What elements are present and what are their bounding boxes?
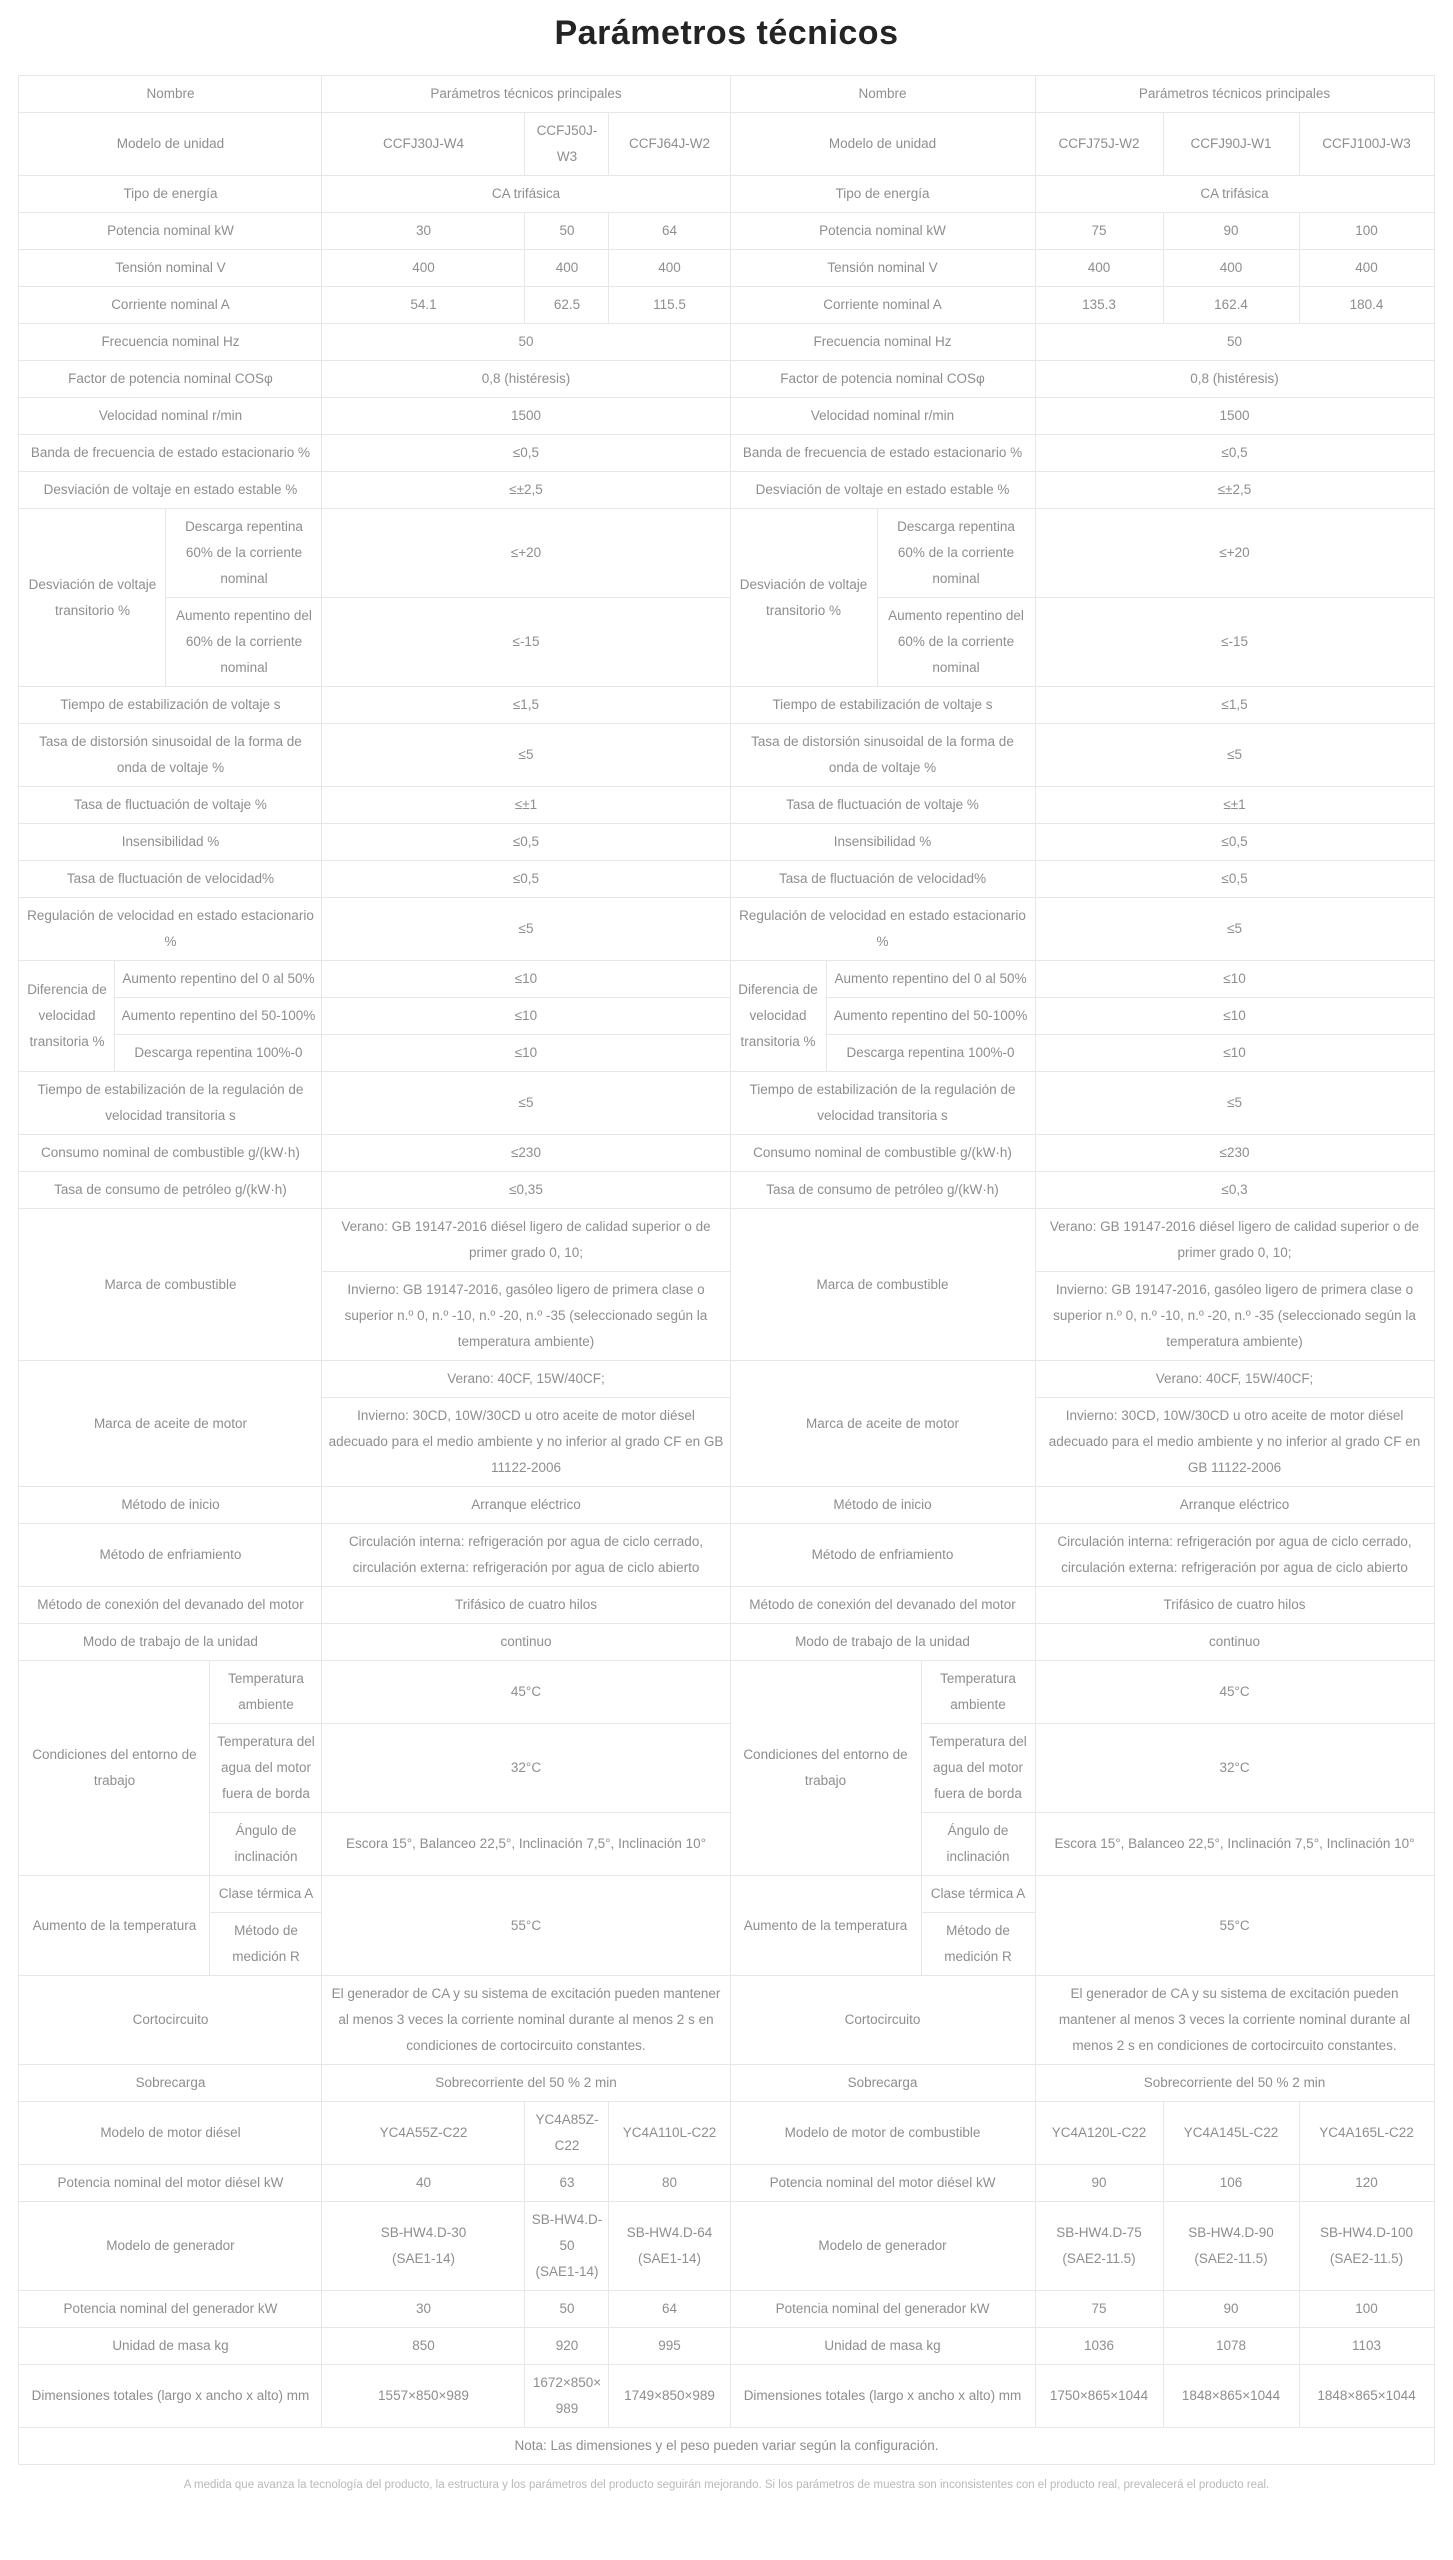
param-sublabel: Temperatura ambiente: [921, 1661, 1035, 1724]
param-value: 1103: [1299, 2328, 1434, 2365]
param-value: 400: [322, 250, 525, 287]
param-label: Regulación de velocidad en estado estacionario %: [730, 898, 1035, 961]
param-label: Dimensiones totales (largo x ancho x alto) mm: [19, 2365, 322, 2428]
param-value: 106: [1163, 2165, 1299, 2202]
param-value: 50: [525, 2291, 609, 2328]
param-value: 75: [1035, 2291, 1163, 2328]
param-label: Tiempo de estabilización de la regulación de velocidad transitoria s: [730, 1072, 1035, 1135]
param-value: ≤1,5: [1035, 687, 1434, 724]
param-label: Tensión nominal V: [730, 250, 1035, 287]
param-label: Unidad de masa kg: [730, 2328, 1035, 2365]
param-sublabel: Método de medición R: [921, 1913, 1035, 1976]
param-value: 64: [609, 2291, 730, 2328]
param-value: El generador de CA y su sistema de excitación pueden mantener al menos 3 veces la corriente nominal durante al menos 2 s en condiciones de cortocircuito constantes.: [1035, 1976, 1434, 2065]
param-label: Frecuencia nominal Hz: [19, 324, 322, 361]
param-group-label: Marca de aceite de motor: [730, 1361, 1035, 1487]
param-sublabel: Aumento repentino del 50-100%: [826, 998, 1035, 1035]
param-label: Regulación de velocidad en estado estacionario %: [19, 898, 322, 961]
param-label: Unidad de masa kg: [19, 2328, 322, 2365]
param-value: ≤10: [1035, 1035, 1434, 1072]
param-value: 1848×865×1044: [1163, 2365, 1299, 2428]
param-value: 50: [1035, 324, 1434, 361]
model-name: CCFJ100J-W3: [1299, 113, 1434, 176]
param-value: 400: [1299, 250, 1434, 287]
param-value: 115.5: [609, 287, 730, 324]
param-value: 920: [525, 2328, 609, 2365]
param-value: ≤+20: [1035, 509, 1434, 598]
param-label: Tasa de consumo de petróleo g/(kW·h): [730, 1172, 1035, 1209]
param-value: 180.4: [1299, 287, 1434, 324]
param-value: CA trifásica: [1035, 176, 1434, 213]
param-value: 995: [609, 2328, 730, 2365]
param-group-label: Condiciones del entorno de trabajo: [730, 1661, 921, 1876]
param-label: Velocidad nominal r/min: [730, 398, 1035, 435]
param-value: Verano: 40CF, 15W/40CF;: [1035, 1361, 1434, 1398]
param-value: Sobrecorriente del 50 % 2 min: [322, 2065, 730, 2102]
param-value: CA trifásica: [322, 176, 730, 213]
param-label: Tiempo de estabilización de la regulación de velocidad transitoria s: [19, 1072, 322, 1135]
param-value: 75: [1035, 213, 1163, 250]
model-name: CCFJ90J-W1: [1163, 113, 1299, 176]
param-value: ≤-15: [1035, 598, 1434, 687]
param-value: SB-HW4.D-64 (SAE1-14): [609, 2202, 730, 2291]
param-value: 54.1: [322, 287, 525, 324]
column-header-name: Nombre: [730, 76, 1035, 113]
param-value: 400: [1035, 250, 1163, 287]
param-value: Arranque eléctrico: [322, 1487, 730, 1524]
param-value: ≤±2,5: [1035, 472, 1434, 509]
param-label: Tipo de energía: [19, 176, 322, 213]
param-value: ≤1,5: [322, 687, 730, 724]
param-label: Factor de potencia nominal COSφ: [19, 361, 322, 398]
param-label: Tiempo de estabilización de voltaje s: [730, 687, 1035, 724]
param-sublabel: Clase térmica A: [210, 1876, 322, 1913]
param-group-label: Aumento de la temperatura: [19, 1876, 210, 1976]
param-value: 1749×850×989: [609, 2365, 730, 2428]
param-group-label: Condiciones del entorno de trabajo: [19, 1661, 210, 1876]
param-value: 1848×865×1044: [1299, 2365, 1434, 2428]
param-value: YC4A55Z-C22: [322, 2102, 525, 2165]
param-sublabel: Aumento repentino del 60% de la corriente nominal: [166, 598, 322, 687]
param-label: Consumo nominal de combustible g/(kW·h): [19, 1135, 322, 1172]
param-label: Modelo de generador: [19, 2202, 322, 2291]
param-value: ≤230: [322, 1135, 730, 1172]
param-label: Desviación de voltaje en estado estable %: [19, 472, 322, 509]
param-label: Banda de frecuencia de estado estacionario %: [19, 435, 322, 472]
param-value: 120: [1299, 2165, 1434, 2202]
param-label: Método de inicio: [730, 1487, 1035, 1524]
param-value: 45°C: [1035, 1661, 1434, 1724]
param-value: ≤5: [1035, 724, 1434, 787]
param-value: 90: [1035, 2165, 1163, 2202]
param-label: Corriente nominal A: [19, 287, 322, 324]
param-value: Escora 15°, Balanceo 22,5°, Inclinación 7,5°, Inclinación 10°: [1035, 1813, 1434, 1876]
param-label: Tasa de fluctuación de voltaje %: [19, 787, 322, 824]
param-label: Cortocircuito: [730, 1976, 1035, 2065]
param-sublabel: Aumento repentino del 0 al 50%: [826, 961, 1035, 998]
param-label: Factor de potencia nominal COSφ: [730, 361, 1035, 398]
param-value: ≤0,5: [322, 861, 730, 898]
param-value: 55°C: [322, 1876, 730, 1976]
param-sublabel: Descarga repentina 60% de la corriente nominal: [166, 509, 322, 598]
param-value: ≤0,5: [1035, 861, 1434, 898]
param-value: 135.3: [1035, 287, 1163, 324]
param-value: ≤10: [1035, 998, 1434, 1035]
param-group-label: Marca de combustible: [19, 1209, 322, 1361]
param-value: SB-HW4.D-75 (SAE2-11.5): [1035, 2202, 1163, 2291]
param-label: Modelo de motor diésel: [19, 2102, 322, 2165]
param-sublabel: Ángulo de inclinación: [921, 1813, 1035, 1876]
param-sublabel: Descarga repentina 100%-0: [115, 1035, 322, 1072]
param-value: 100: [1299, 2291, 1434, 2328]
param-value: ≤0,35: [322, 1172, 730, 1209]
param-value: Verano: GB 19147-2016 diésel ligero de calidad superior o de primer grado 0, 10;: [322, 1209, 730, 1272]
param-label: Tasa de consumo de petróleo g/(kW·h): [19, 1172, 322, 1209]
param-label: Frecuencia nominal Hz: [730, 324, 1035, 361]
param-label: Potencia nominal del motor diésel kW: [19, 2165, 322, 2202]
param-label: Método de conexión del devanado del motor: [730, 1587, 1035, 1624]
param-label: Método de enfriamiento: [19, 1524, 322, 1587]
param-value: 50: [525, 213, 609, 250]
param-value: ≤±1: [1035, 787, 1434, 824]
param-value: 90: [1163, 213, 1299, 250]
param-label: Método de inicio: [19, 1487, 322, 1524]
param-value: 30: [322, 2291, 525, 2328]
param-value: Sobrecorriente del 50 % 2 min: [1035, 2065, 1434, 2102]
param-value: ≤5: [1035, 898, 1434, 961]
param-label: Potencia nominal del generador kW: [19, 2291, 322, 2328]
param-value: 50: [322, 324, 730, 361]
param-sublabel: Clase térmica A: [921, 1876, 1035, 1913]
param-value: continuo: [322, 1624, 730, 1661]
param-value: Invierno: 30CD, 10W/30CD u otro aceite de motor diésel adecuado para el medio ambiente y no inferior al grado CF en GB 11122-2006: [322, 1398, 730, 1487]
param-label: Potencia nominal del generador kW: [730, 2291, 1035, 2328]
param-value: 850: [322, 2328, 525, 2365]
param-sublabel: Temperatura del agua del motor fuera de borda: [921, 1724, 1035, 1813]
param-value: 63: [525, 2165, 609, 2202]
technical-parameters-table: [18, 75, 1434, 2465]
param-group-label: Desviación de voltaje transitorio %: [19, 509, 166, 687]
param-label: Sobrecarga: [19, 2065, 322, 2102]
param-label: Tiempo de estabilización de voltaje s: [19, 687, 322, 724]
param-label: Insensibilidad %: [730, 824, 1035, 861]
param-value: 62.5: [525, 287, 609, 324]
param-label: Método de conexión del devanado del motor: [19, 1587, 322, 1624]
param-sublabel: Método de medición R: [210, 1913, 322, 1976]
param-label: Potencia nominal kW: [730, 213, 1035, 250]
param-value: ≤±2,5: [322, 472, 730, 509]
param-value: SB-HW4.D-100 (SAE2-11.5): [1299, 2202, 1434, 2291]
param-value: 400: [525, 250, 609, 287]
param-value: Invierno: 30CD, 10W/30CD u otro aceite de motor diésel adecuado para el medio ambiente y no inferior al grado CF en GB 11122-2006: [1035, 1398, 1434, 1487]
param-label: Velocidad nominal r/min: [19, 398, 322, 435]
param-value: SB-HW4.D-30 (SAE1-14): [322, 2202, 525, 2291]
param-value: Circulación interna: refrigeración por agua de ciclo cerrado, circulación externa: refrigeración por agua de ciclo abierto: [1035, 1524, 1434, 1587]
param-sublabel: Ángulo de inclinación: [210, 1813, 322, 1876]
param-value: 162.4: [1163, 287, 1299, 324]
column-header-params: Parámetros técnicos principales: [322, 76, 730, 113]
param-value: Verano: 40CF, 15W/40CF;: [322, 1361, 730, 1398]
param-sublabel: Descarga repentina 60% de la corriente nominal: [877, 509, 1035, 598]
param-value: 32°C: [322, 1724, 730, 1813]
param-label: Sobrecarga: [730, 2065, 1035, 2102]
param-value: ≤0,5: [322, 824, 730, 861]
param-value: YC4A85Z-C22: [525, 2102, 609, 2165]
param-value: 1078: [1163, 2328, 1299, 2365]
param-label: Modelo de unidad: [19, 113, 322, 176]
param-value: continuo: [1035, 1624, 1434, 1661]
param-value: YC4A145L-C22: [1163, 2102, 1299, 2165]
param-label: Potencia nominal kW: [19, 213, 322, 250]
param-sublabel: Temperatura del agua del motor fuera de borda: [210, 1724, 322, 1813]
param-value: 400: [609, 250, 730, 287]
param-group-label: Diferencia de velocidad transitoria %: [19, 961, 115, 1072]
param-sublabel: Aumento repentino del 0 al 50%: [115, 961, 322, 998]
param-value: ≤10: [322, 1035, 730, 1072]
param-value: 1500: [1035, 398, 1434, 435]
param-value: 0,8 (histéresis): [322, 361, 730, 398]
param-value: 32°C: [1035, 1724, 1434, 1813]
param-value: ≤10: [322, 998, 730, 1035]
param-label: Tasa de fluctuación de velocidad%: [730, 861, 1035, 898]
param-label: Modelo de unidad: [730, 113, 1035, 176]
param-value: ≤0,5: [1035, 824, 1434, 861]
param-value: ≤-15: [322, 598, 730, 687]
param-value: ≤5: [322, 898, 730, 961]
param-sublabel: Aumento repentino del 60% de la corriente nominal: [877, 598, 1035, 687]
note-row: Nota: Las dimensiones y el peso pueden variar según la configuración.: [19, 2428, 1434, 2465]
param-value: ≤0,5: [322, 435, 730, 472]
param-value: ≤0,3: [1035, 1172, 1434, 1209]
param-label: Desviación de voltaje en estado estable %: [730, 472, 1035, 509]
param-value: Invierno: GB 19147-2016, gasóleo ligero de primera clase o superior n.º 0, n.º -10, n.º -20, n.º -35 (seleccionado según la temperatura ambiente): [322, 1272, 730, 1361]
param-value: YC4A110L-C22: [609, 2102, 730, 2165]
param-label: Tasa de distorsión sinusoidal de la forma de onda de voltaje %: [19, 724, 322, 787]
model-name: CCFJ64J-W2: [609, 113, 730, 176]
param-label: Potencia nominal del motor diésel kW: [730, 2165, 1035, 2202]
column-header-params: Parámetros técnicos principales: [1035, 76, 1434, 113]
param-value: 100: [1299, 213, 1434, 250]
param-value: ≤10: [1035, 961, 1434, 998]
disclaimer-text: A medida que avanza la tecnología del producto, la estructura y los parámetros del producto seguirán mejorando. Si los parámetros de muestra son inconsistentes con el producto real, prevalecerá el producto real.: [183, 2479, 1270, 2491]
param-value: ≤0,5: [1035, 435, 1434, 472]
param-value: El generador de CA y su sistema de excitación pueden mantener al menos 3 veces la corriente nominal durante al menos 2 s en condiciones de cortocircuito constantes.: [322, 1976, 730, 2065]
param-value: ≤5: [322, 1072, 730, 1135]
param-value: ≤5: [322, 724, 730, 787]
param-value: Circulación interna: refrigeración por agua de ciclo cerrado, circulación externa: refrigeración por agua de ciclo abierto: [322, 1524, 730, 1587]
param-value: YC4A120L-C22: [1035, 2102, 1163, 2165]
param-value: 40: [322, 2165, 525, 2202]
param-label: Tensión nominal V: [19, 250, 322, 287]
param-group-label: Marca de aceite de motor: [19, 1361, 322, 1487]
param-value: ≤+20: [322, 509, 730, 598]
param-label: Corriente nominal A: [730, 287, 1035, 324]
param-value: ≤10: [322, 961, 730, 998]
param-value: 1500: [322, 398, 730, 435]
param-label: Tasa de fluctuación de velocidad%: [19, 861, 322, 898]
param-value: YC4A165L-C22: [1299, 2102, 1434, 2165]
param-label: Banda de frecuencia de estado estacionario %: [730, 435, 1035, 472]
param-group-label: Aumento de la temperatura: [730, 1876, 921, 1976]
param-value: Escora 15°, Balanceo 22,5°, Inclinación 7,5°, Inclinación 10°: [322, 1813, 730, 1876]
param-label: Modo de trabajo de la unidad: [19, 1624, 322, 1661]
param-value: 1672×850×989: [525, 2365, 609, 2428]
column-header-name: Nombre: [19, 76, 322, 113]
param-label: Tasa de distorsión sinusoidal de la forma de onda de voltaje %: [730, 724, 1035, 787]
param-value: SB-HW4.D-90 (SAE2-11.5): [1163, 2202, 1299, 2291]
param-label: Consumo nominal de combustible g/(kW·h): [730, 1135, 1035, 1172]
param-value: 80: [609, 2165, 730, 2202]
page-title: Parámetros técnicos: [554, 14, 899, 52]
model-name: CCFJ75J-W2: [1035, 113, 1163, 176]
param-value: 400: [1163, 250, 1299, 287]
param-value: Arranque eléctrico: [1035, 1487, 1434, 1524]
param-label: Cortocircuito: [19, 1976, 322, 2065]
param-label: Modelo de motor de combustible: [730, 2102, 1035, 2165]
param-label: Tipo de energía: [730, 176, 1035, 213]
param-value: Trifásico de cuatro hilos: [1035, 1587, 1434, 1624]
param-value: ≤230: [1035, 1135, 1434, 1172]
param-value: Invierno: GB 19147-2016, gasóleo ligero de primera clase o superior n.º 0, n.º -10, n.º -20, n.º -35 (seleccionado según la temperatura ambiente): [1035, 1272, 1434, 1361]
param-value: 30: [322, 213, 525, 250]
param-value: Trifásico de cuatro hilos: [322, 1587, 730, 1624]
param-label: Modelo de generador: [730, 2202, 1035, 2291]
param-label: Insensibilidad %: [19, 824, 322, 861]
param-value: 1036: [1035, 2328, 1163, 2365]
param-group-label: Desviación de voltaje transitorio %: [730, 509, 877, 687]
param-label: Método de enfriamiento: [730, 1524, 1035, 1587]
param-sublabel: Temperatura ambiente: [210, 1661, 322, 1724]
param-sublabel: Aumento repentino del 50-100%: [115, 998, 322, 1035]
param-value: 55°C: [1035, 1876, 1434, 1976]
param-group-label: Marca de combustible: [730, 1209, 1035, 1361]
param-value: 45°C: [322, 1661, 730, 1724]
param-value: 64: [609, 213, 730, 250]
param-label: Tasa de fluctuación de voltaje %: [730, 787, 1035, 824]
param-value: 90: [1163, 2291, 1299, 2328]
param-group-label: Diferencia de velocidad transitoria %: [730, 961, 826, 1072]
model-name: CCFJ50J-W3: [525, 113, 609, 176]
param-value: ≤5: [1035, 1072, 1434, 1135]
param-value: 0,8 (histéresis): [1035, 361, 1434, 398]
param-value: 1557×850×989: [322, 2365, 525, 2428]
param-sublabel: Descarga repentina 100%-0: [826, 1035, 1035, 1072]
param-label: Dimensiones totales (largo x ancho x alto) mm: [730, 2365, 1035, 2428]
param-value: ≤±1: [322, 787, 730, 824]
param-value: Verano: GB 19147-2016 diésel ligero de calidad superior o de primer grado 0, 10;: [1035, 1209, 1434, 1272]
param-label: Modo de trabajo de la unidad: [730, 1624, 1035, 1661]
model-name: CCFJ30J-W4: [322, 113, 525, 176]
param-value: SB-HW4.D-50 (SAE1-14): [525, 2202, 609, 2291]
param-value: 1750×865×1044: [1035, 2365, 1163, 2428]
